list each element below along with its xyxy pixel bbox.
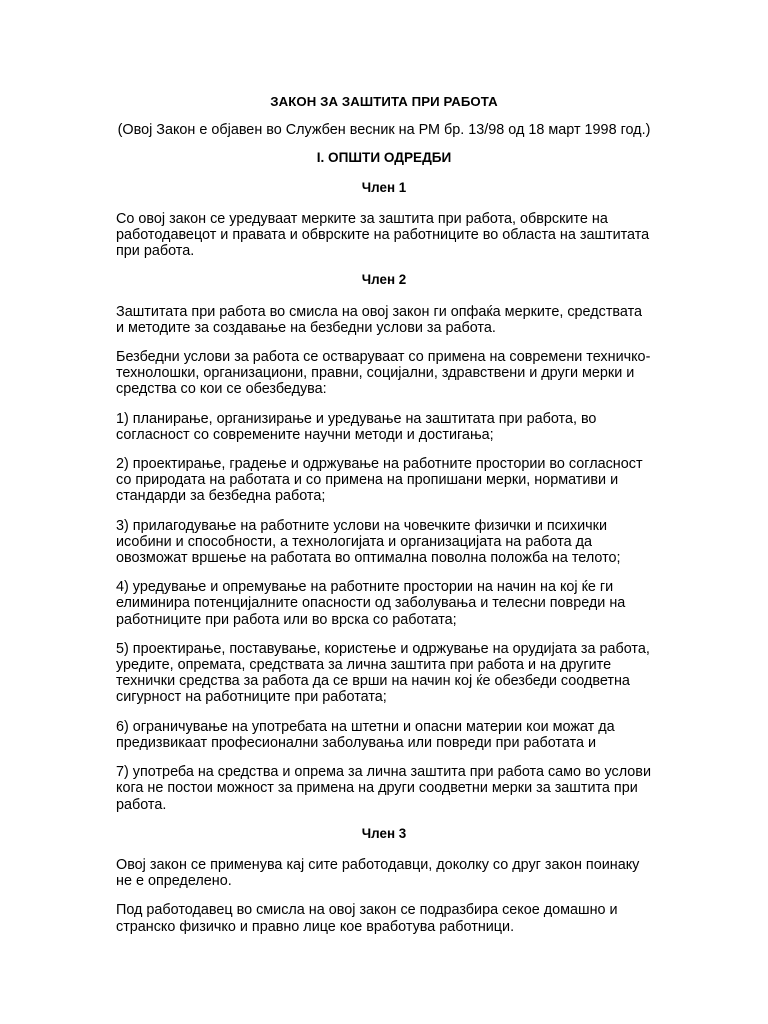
publication-note: (Овој Закон е објавен во Службен весник на РМ бр. 13/98 од 18 март 1998 год.) — [117, 122, 651, 139]
document-title: ЗАКОН ЗА ЗАШТИТА ПРИ РАБОТА — [270, 94, 498, 109]
article-2-item-7: 7) употреба на средства и опрема за лична заштита при работа само во услови кога не постои можност за примена на други соодветни мерки за заштита при работа. — [116, 764, 651, 813]
article-3-heading: Член 3 — [361, 825, 407, 841]
article-2-item-6: 6) ограничување на употребата на штетни и опасни материи кои можат да предизвикаат професионални заболувања или повреди при работата и — [116, 718, 615, 751]
article-2-item-2: 2) проектирање, градење и одржување на работните простории во согласност со природата на работата и со примена на пропишани мерки, нормативи и стандарди за безбедна работа; — [116, 456, 643, 505]
article-2-item-5: 5) проектирање, поставување, користење и одржување на орудијата за работа, уредите, опремата, средствата за лична заштита при работа и на другите технички средства за работа да се врши на начин кој ќе обезбеди соодветна сигурност на работниците при работата; — [116, 640, 650, 706]
article-2-item-1: 1) планирање, организирање и уредување на заштитата при работа, во согласност со современите научни методи и достигања; — [116, 410, 597, 443]
article-2-item-3: 3) прилагодување на работните услови на човечките физички и психички исобини и способности, а технологијата и организацијата на работа да овозможат вршење на работата во оптимална поволна положба на телото; — [116, 517, 621, 567]
article-2-paragraph-2: Безбедни услови за работа се остваруваат со примена на современи техничко-технолошки, организациони, правни, социјални, здравствени и други мерки и средства со кои се обезбедува: — [116, 349, 651, 398]
article-1-heading: Член 1 — [361, 179, 407, 195]
article-2-paragraph-1: Заштитата при работа во смисла на овој закон ги опфаќа мерките, средствата и методите за создавање на безбедни услови за работа. — [116, 303, 643, 336]
article-1-paragraph-1: Со овој закон се уредуваат мерките за заштита при работа, обврските на работодавецот и правата и обврските на работниците во областа на заштитата при работа. — [116, 210, 650, 260]
article-3-paragraph-2: Под работодавец во смисла на овој закон се подразбира секое домашно и странско физичко и правно лице кое вработува работници. — [116, 902, 618, 935]
article-3-paragraph-1: Овој закон се применува кај сите работодавци, доколку со друг закон поинаку не е определено. — [116, 856, 640, 890]
article-2-heading: Член 2 — [361, 272, 407, 288]
document-page — [116, 94, 652, 935]
article-2-item-4: 4) уредување и опремување на работните простории на начин на кој ќе ги елиминира потенцијалните опасности од заболувања и телесни повреди на работниците при работа или во врска со работата; — [116, 579, 626, 628]
section-heading: I. ОПШТИ ОДРЕДБИ — [316, 150, 452, 166]
